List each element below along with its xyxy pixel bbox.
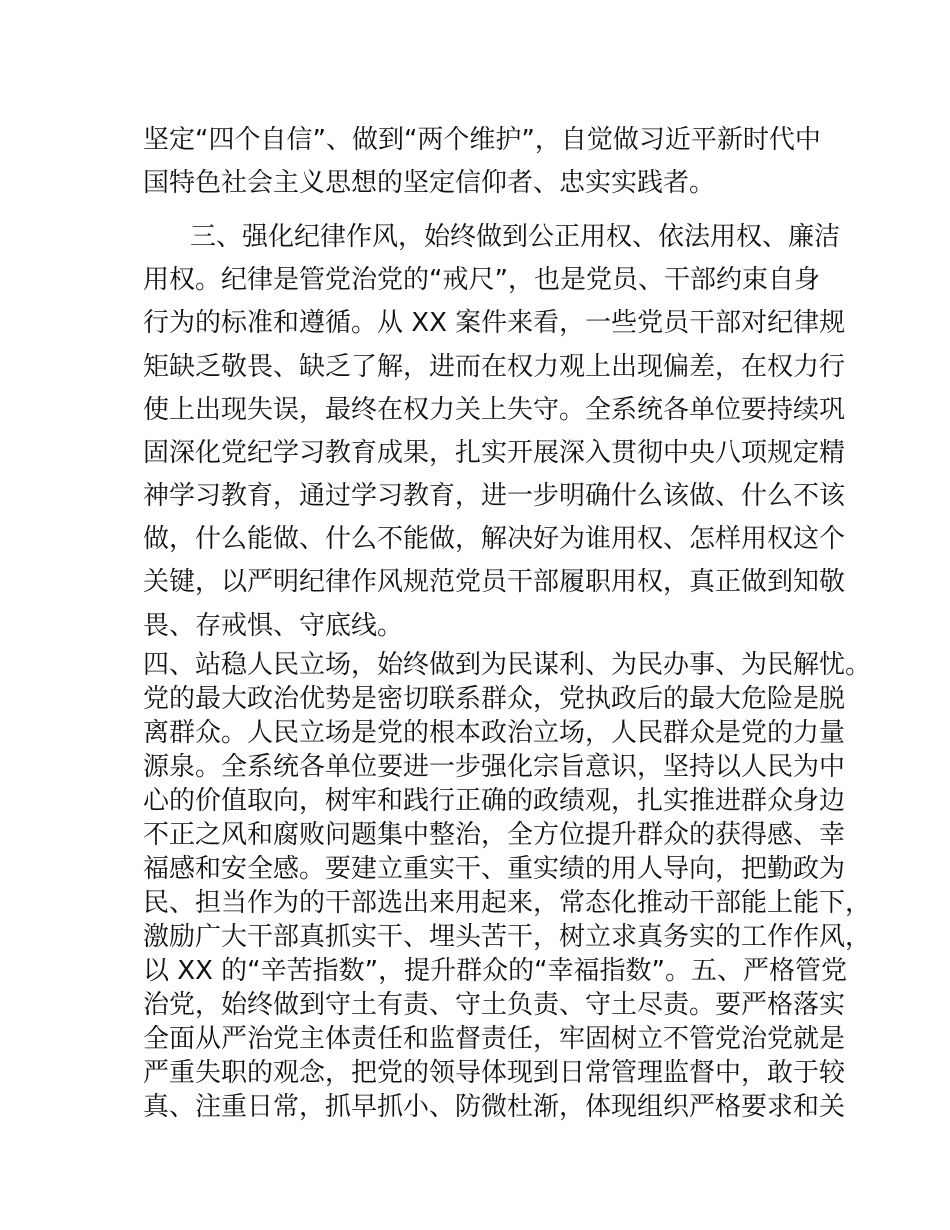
text-line: 四、站稳人民立场，始终做到为民谋利、为民办事、为民解忧。: [143, 650, 872, 680]
text-line: 做，什么能做、什么不能做，解决好为谁用权、怎样用权这个: [143, 524, 846, 554]
text-line: 三、强化纪律作风，始终做到公正用权、依法用权、廉洁: [190, 222, 841, 252]
text-line: 党的最大政治优势是密切联系群众，党执政后的最大危险是脱: [143, 684, 846, 714]
text-line: 心的价值取向，树牢和践行正确的政绩观，扎实推进群众身边: [143, 786, 846, 816]
text-line: 离群众。人民立场是党的根本政治立场，人民群众是党的力量: [143, 718, 846, 748]
text-line: 治党，始终做到守土有责、守土负责、守土尽责。要严格落实: [143, 990, 846, 1020]
text-line: 真、注重日常，抓早抓小、防微杜渐，体现组织严格要求和关: [143, 1092, 846, 1122]
text-line: 坚定“四个自信”、做到“两个维护”，自觉做习近平新时代中: [143, 125, 821, 155]
text-line: 固深化党纪学习教育成果，扎实开展深入贯彻中央八项规定精: [143, 438, 846, 468]
text-line: 关键，以严明纪律作风规范党员干部履职用权，真正做到知敬: [143, 567, 846, 597]
text-line: 使上出现失误，最终在权力关上失守。全系统各单位要持续巩: [143, 395, 846, 425]
text-line: 国特色社会主义思想的坚定信仰者、忠实实践者。: [143, 168, 716, 198]
text-line: 矩缺乏敬畏、缺乏了解，进而在权力观上出现偏差，在权力行: [143, 352, 846, 382]
text-line: 全面从严治党主体责任和监督责任，牢固树立不管党治党就是: [143, 1024, 846, 1054]
text-line: 严重失职的观念，把党的领导体现到日常管理监督中，敢于较: [143, 1058, 846, 1088]
text-line: 民、担当作为的干部选出来用起来，常态化推动干部能上能下，: [143, 888, 872, 918]
text-line: 行为的标准和遵循。从 XX 案件来看，一些党员干部对纪律规: [143, 308, 846, 338]
text-line: 福感和安全感。要建立重实干、重实绩的用人导向，把勤政为: [143, 854, 846, 884]
text-line: 神学习教育，通过学习教育，进一步明确什么该做、什么不该: [143, 481, 846, 511]
text-line: 源泉。全系统各单位要进一步强化宗旨意识，坚持以人民为中: [143, 752, 846, 782]
text-line: 用权。纪律是管党治党的“戒尺”，也是党员、干部约束自身: [143, 265, 820, 295]
text-line: 畏、存戒惧、守底线。: [143, 611, 404, 641]
text-line: 激励广大干部真抓实干、埋头苦干，树立求真务实的工作作风，: [143, 922, 872, 952]
text-line: 以 XX 的“辛苦指数”，提升群众的“幸福指数”。五、严格管党: [143, 956, 848, 986]
text-line: 不正之风和腐败问题集中整治，全方位提升群众的获得感、幸: [143, 820, 846, 850]
